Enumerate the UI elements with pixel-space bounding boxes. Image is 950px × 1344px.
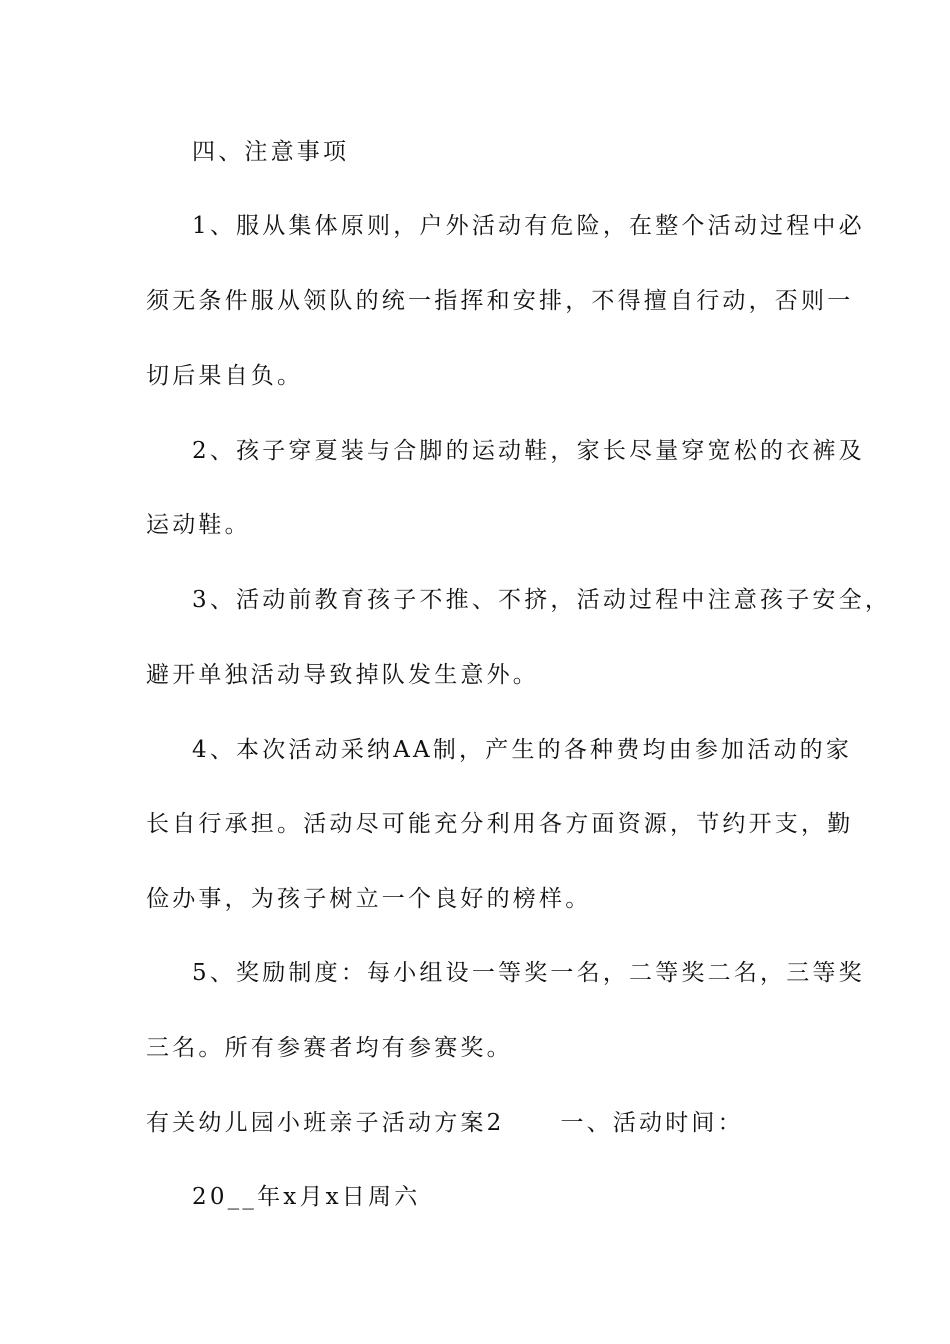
item-4-line-3: 俭办事，为孩子树立一个良好的榜样。: [146, 886, 592, 912]
item-3-line-1: 3、活动前教育孩子不推、不挤，活动过程中注意孩子安全，: [192, 587, 892, 613]
item-2-line-1: 2、孩子穿夏装与合脚的运动鞋，家长尽量穿宽松的衣裤及: [192, 438, 865, 464]
item-4-line-2: 长自行承担。活动尽可能充分利用各方面资源，节约开支，勤: [146, 811, 854, 837]
item-5-line-2: 三名。所有参赛者均有参赛奖。: [146, 1035, 513, 1061]
item-3-line-2: 避开单独活动导致掉队发生意外。: [146, 662, 539, 688]
item-1-line-1: 1、服从集体原则，户外活动有危险，在整个活动过程中必: [192, 213, 865, 239]
item-5-line-1: 5、奖励制度：每小组设一等奖一名，二等奖二名，三等奖: [192, 960, 865, 986]
plan-2-heading-line: [146, 1108, 744, 1138]
section-heading: 四、注意事项: [192, 139, 350, 165]
item-1-line-3: 切后果自负。: [146, 363, 304, 389]
plan-2-date: 20__年x月x日周六: [192, 1184, 421, 1210]
item-1-line-2: 须无条件服从领队的统一指挥和安排，不得擅自行动，否则一: [146, 288, 854, 314]
plan-2-section-1: 一、活动时间：: [560, 1110, 744, 1136]
item-4-line-1: 4、本次活动采纳AA制，产生的各种费均由参加活动的家: [192, 737, 853, 763]
item-2-line-2: 运动鞋。: [146, 512, 251, 538]
plan-2-title: 有关幼儿园小班亲子活动方案2: [146, 1110, 505, 1136]
